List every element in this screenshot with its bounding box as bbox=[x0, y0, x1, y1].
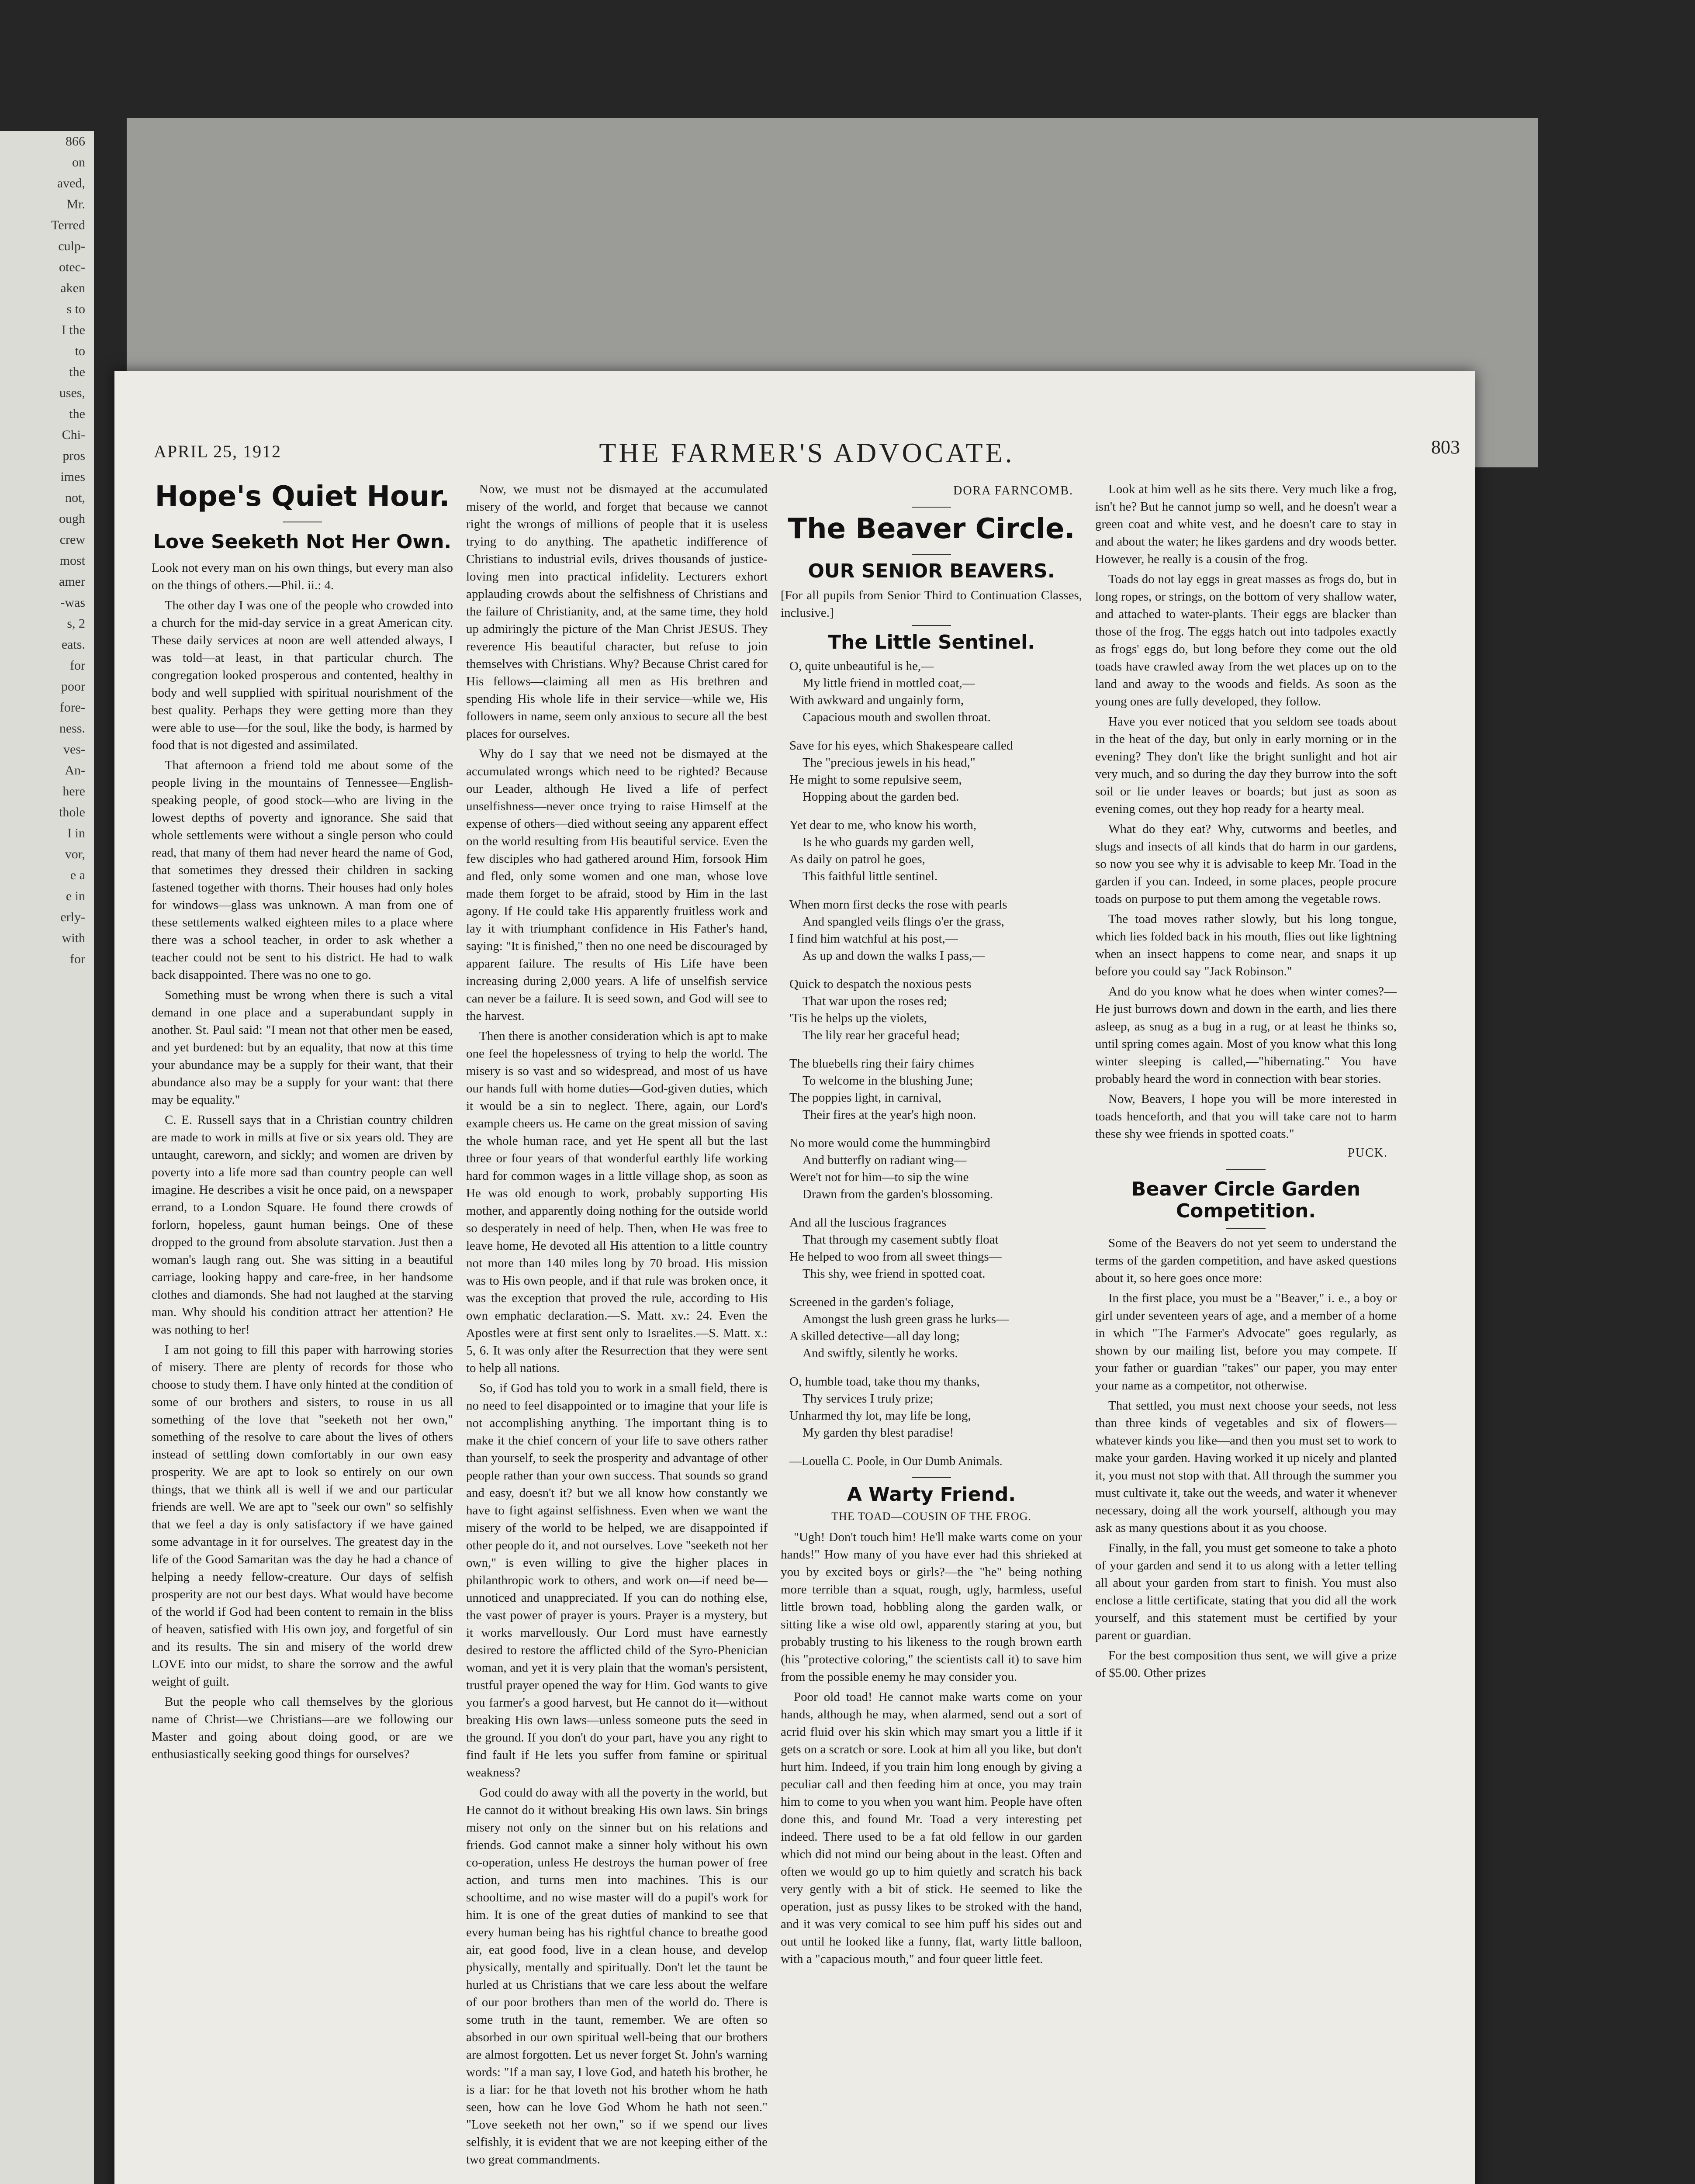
warty-paragraph: Now, Beavers, I hope you will be more interested in toads henceforth, and that you will take care not to harm these shy wee friends in spotted coats." bbox=[1095, 1092, 1397, 1141]
facing-page-line: An- bbox=[65, 763, 85, 778]
facing-page-line: pros bbox=[62, 449, 85, 463]
poem-line: No more would come the hummingbird bbox=[789, 1136, 990, 1150]
facing-page-line: e in bbox=[66, 889, 85, 903]
stanza-gap bbox=[781, 1282, 1082, 1294]
poem-line: To welcome in the blushing June; bbox=[803, 1074, 973, 1088]
facing-page-line: amer bbox=[59, 574, 85, 589]
facing-page-line: most bbox=[59, 553, 85, 568]
poem-line: O, humble toad, take thou my thanks, bbox=[789, 1375, 980, 1389]
poem-attribution: —Louella C. Poole, in Our Dumb Animals. bbox=[789, 1455, 1003, 1468]
poem-line: Their fires at the year's high noon. bbox=[803, 1108, 976, 1122]
poem-line: Is he who guards my garden well, bbox=[803, 835, 974, 849]
facing-page-line: Mr. bbox=[66, 197, 85, 211]
facing-page-line: ves- bbox=[63, 742, 85, 757]
poem-line: My little friend in mottled coat,— bbox=[803, 676, 975, 690]
senior-beavers-title: OUR SENIOR BEAVERS. bbox=[808, 560, 1055, 582]
hope-paragraph: Then there is another consideration which is apt to make one feel the hopelessness of trying to help the world. The misery is so vast and so widespread, and most of us have our hands full with home duties—God-given duties, which it would be a sin to neglect. There, again, our Lord's example cheers us. He came on the great mission of saving the whole human race, and yet He spent all but the last three or four years of that wonderful earthly life working hard for common wages in a little village shop, as soon as He was old enough to work, probably supporting His mother, and apparently doing nothing for the outside world so desperately in need of help. Then, when He was free to leave home, He devoted all His attention to a little country not more than 140 miles long by 70 broad. His mission was to His own people, and if that rule was broken once, it was the exception that proved the rule, according to His own emphatic declaration.—S. Matt. xv.: 24. Even the Apostles were at first sent only to Israelites.—S. Matt. x.: 5, 6. It was only after the Resurrection that they were sent to help all nations. bbox=[466, 1029, 768, 1375]
poem-line: Yet dear to me, who know his worth, bbox=[789, 818, 976, 832]
facing-page-line: ness. bbox=[59, 721, 85, 736]
hope-paragraph: God could do away with all the poverty in the world, but He cannot do it without breaking His own laws. Sin brings misery not only on the sinner but on his relations and friends. God cannot make a sinner holy without his own co-operation, unless He destroys the human power of free action, and turns men into machines. This is our schooltime, and no wise master will do a pupil's work for him. It is one of the great duties of mankind to see that every human being has his rightful chance to breathe good air, eat good food, live in a clean house, and develop physically, mentally and spiritually. Don't let the taunt be hurled at us Christians that we care less about the welfare of our poor brothers than men of the world do. There is some truth in the taunt, remember. We are often so absorbed in our own spiritual well-being that our brothers are almost forgotten. Let us never forget St. John's warning words: "If a man say, I love God, and hateth his brother, he is a liar: for he that loveth not his brother whom he hath seen, how can he love God Whom he hath not seen." "Love seeketh not her own," so if we spend our lives selfishly, it is evident that we are not keeping either of the two great commandments. bbox=[466, 1786, 768, 2167]
poem-line: Amongst the lush green grass he lurks— bbox=[803, 1312, 1009, 1326]
facing-page-line: 866 bbox=[66, 134, 85, 149]
stanza-gap bbox=[781, 885, 1082, 896]
hope-signature: DORA FARNCOMB. bbox=[953, 484, 1073, 498]
poem-line: My garden thy blest paradise! bbox=[803, 1426, 954, 1440]
facing-page-line: on bbox=[72, 155, 85, 169]
facing-page-line: with bbox=[62, 931, 85, 945]
facing-page-line: otec- bbox=[59, 260, 85, 274]
poem-line: He might to some repulsive seem, bbox=[789, 773, 962, 787]
poem-line: The lily rear her graceful head; bbox=[803, 1028, 960, 1042]
poem-line: Quick to despatch the noxious pests bbox=[789, 977, 972, 991]
poem-line: Unharmed thy lot, may life be long, bbox=[789, 1409, 971, 1423]
poem-line: O, quite unbeautiful is he,— bbox=[789, 659, 934, 673]
warty-paragraph: "Ugh! Don't touch him! He'll make warts come on your hands!" How many of you have ever had this shrieked at you by excited boys or girls?—the "he" being nothing more terrible than a squat, rough, ugly, harmless, useful little brown toad, hobbling along the garden walk, or sitting like a wise old owl, apparently staring at you, but probably trusting to his likeness to the rough brown earth (his "protective coloring," the scientists call it) to save him from the possible enemy he may consider you. bbox=[781, 1530, 1082, 1684]
warty-friend-subtitle: THE TOAD—COUSIN OF THE FROG. bbox=[831, 1510, 1031, 1523]
poem-line: As up and down the walks I pass,— bbox=[803, 949, 985, 963]
masthead bbox=[154, 436, 1460, 472]
facing-page-line: the bbox=[69, 365, 85, 379]
warty-paragraph: Poor old toad! He cannot make warts come on your hands, although he may, when alarmed, send out a sort of acrid fluid over his skin which may smart you a little if it gets on a scratch or sore. Look at him all you like, but don't hurt him. Indeed, if you train him long enough by giving a peculiar call and then feeding him at once, you may train him to come to you when you want him. People have often done this, and found Mr. Toad a very interesting pet indeed. There used to be a fat old fellow in our garden which did not mind our being about in the least. Often and often we would go up to him quietly and scratch his back very gently with a bit of stick. He seemed to like the operation, just as pussy likes to be stroked with the hand, and it was very comical to see him puff his sides out and out until he looked like a funny, flat, warty little balloon, with a "capacious mouth," and four queer little feet. bbox=[781, 1690, 1082, 1966]
warty-paragraph: Toads do not lay eggs in great masses as frogs do, but in long ropes, or strings, on the bottom of very shallow water, and attached to water-plants. Their eggs are blacker than those of the frog. The eggs hatch out into tadpoles exactly as frogs' eggs do, but long before they come out the old toads have crawled away from the wet places up on to the land and away to the woods and fields. As soon as the young ones are fully developed, they follow. bbox=[1095, 572, 1397, 708]
facing-page-line: here bbox=[62, 784, 85, 798]
issue-date: APRIL 25, 1912 bbox=[154, 442, 282, 461]
warty-paragraph: Have you ever noticed that you seldom see toads about in the heat of the day, but only in early morning or in the evening? They don't like the bright sunlight and hot air very much, and so during the day they burrow into the soft soil or lie under leaves or boards; but just as soon as evening comes, out they hop ready for a hearty meal. bbox=[1095, 715, 1397, 816]
hope-paragraph: That afternoon a friend told me about some of the people living in the mountains of Tennessee—English-speaking people, of good stock—who are living in the lowest depths of poverty and ignorance. She said that whole settlements were without a single person who could read, that many of them had never heard the name of God, that sometimes they dressed their children in sacking fastened together with thorns. Their houses had only holes for windows—glass was unknown. A man from one of these settlements walked eighteen miles to a place where there was a school teacher, in order to ask whether a teacher could not be sent to his district. He had to walk back disappointed. There was no one to go. bbox=[152, 758, 453, 982]
stanza-gap bbox=[781, 1044, 1082, 1055]
hope-paragraph: The other day I was one of the people who crowded into a church for the mid-day service in a great American city. These daily services at noon are well attended always, I was told—at least, in that particular church. The congregation looked prosperous and contented, healthy in body and well supplied with spiritual nourishment of the best quality. Perhaps they were getting more than they were able to use—for the soul, like the body, is harmed by food that is not digested and assimilated. bbox=[152, 598, 453, 752]
stanza-gap bbox=[781, 1203, 1082, 1214]
poem-line: Screened in the garden's foliage, bbox=[789, 1295, 954, 1309]
facing-page-line: imes bbox=[60, 470, 85, 484]
hope-paragraph: Now, we must not be dismayed at the accumulated misery of the world, and forget that because we cannot right the wrongs of millions of people that it is useless trying to do anything. The apathetic indifference of Christians to industrial evils, drives thousands of justice-loving men into practical infidelity. Lecturers exhort applauding crowds about the selfishness of Christians and the failure of Christianity, and, at the same time, they hold up admiringly the picture of the Man Christ JESUS. They reverence His beautiful character, but refuse to join themselves with Christians. Why? Because Christ cared for His fellows—claiming all men as His brethren and spending His whole life in their service—while we, His followers in name, seem only anxious to secure all the best places for ourselves. bbox=[466, 482, 768, 741]
hope-paragraph: So, if God has told you to work in a small field, there is no need to feel disappointed or to imagine that your life is not accomplishing anything. The important thing is to make it the chief concern of your life to save others rather than yourself, to seek the prosperity and advantage of other people rather than your own success. That sounds so grand and easy, doesn't it? but we all know how constantly we have to fight against selfishness. Even when we want the misery of the world to be helped, we are disappointed if other people do it, and not ourselves. Love "seeketh not her own," is even willing to give the higher places in philanthropic work to others, and work on—if need be—unnoticed and unappreciated. If you can do nothing else, the vast power of prayer is yours. Prayer is a mystery, but it works marvellously. Our Lord must have earnestly desired to restore the afflicted child of the Syro-Phenician woman, and yet it is very plain that the woman's persistent, trustful prayer opened the way for Him. God wants to give you farmer's a good harvest, but He cannot do it—without breaking His own laws—unless someone puts the seed in the ground. If you don't do your part, have you any right to find fault if He lets you suffer from famine or spiritual weakness? bbox=[466, 1381, 768, 1780]
page-number: 803 bbox=[1431, 436, 1460, 458]
facing-page-line: thole bbox=[59, 805, 85, 819]
poem-line: The poppies light, in carnival, bbox=[789, 1091, 941, 1105]
stanza-gap bbox=[781, 964, 1082, 976]
poem-line: Save for his eyes, which Shakespeare called bbox=[789, 739, 1013, 753]
stanza-gap bbox=[781, 805, 1082, 817]
poem-line: Drawn from the garden's blossoming. bbox=[803, 1187, 993, 1201]
stanza-gap bbox=[781, 1441, 1082, 1453]
poem-line: With awkward and ungainly form, bbox=[789, 693, 964, 707]
column-3 bbox=[781, 480, 1082, 1970]
stanza-gap bbox=[781, 1123, 1082, 1135]
poem-line: When morn first decks the rose with pearls bbox=[789, 898, 1007, 912]
poem-line: This shy, wee friend in spotted coat. bbox=[803, 1267, 986, 1281]
garden-competition-title: Beaver Circle Garden Competition. bbox=[1131, 1178, 1361, 1222]
poem-line: This faithful little sentinel. bbox=[803, 869, 938, 883]
garden-paragraph: Some of the Beavers do not yet seem to understand the terms of the garden competition, and have asked questions about it, so here goes once more: bbox=[1095, 1236, 1397, 1285]
newspaper-page bbox=[114, 371, 1475, 2184]
facing-page-line: the bbox=[69, 407, 85, 421]
facing-page-line: not, bbox=[65, 491, 85, 505]
poem-line: And spangled veils flings o'er the grass, bbox=[803, 915, 1004, 929]
poem-line: That through my casement subtly float bbox=[803, 1233, 999, 1247]
poem-line: And swiftly, silently he works. bbox=[803, 1346, 958, 1360]
poem-title: The Little Sentinel. bbox=[828, 631, 1035, 653]
facing-page-line: Terred bbox=[51, 218, 85, 232]
section-rule bbox=[912, 507, 951, 508]
poem-line: And butterfly on radiant wing— bbox=[803, 1153, 967, 1167]
hope-paragraph: But the people who call themselves by the glorious name of Christ—we Christians—are we following our Master and going about doing good, or are we enthusiastically seeking good things for ourselves? bbox=[152, 1695, 453, 1761]
poem-line: I find him watchful at his post,— bbox=[789, 932, 958, 946]
poem-line: The bluebells ring their fairy chimes bbox=[789, 1057, 974, 1071]
hope-paragraph: C. E. Russell says that in a Christian country children are made to work in mills at five or six years old. They are untaught, careworn, and sickly; and women are driven by poverty into a life more sad than country people can well imagine. He describes a visit he once paid, on a newspaper errand, to a London Square. He found there crowds of forlorn, hopeless, gaunt human beings. One of these dropped to the ground from absolute starvation. Just then a woman's laugh rang out. She was sitting in a beautiful carriage, looking happy and care-free, in her handsome clothes and diamonds. She had not laughed at the starving man. Why should his condition attract her attention? He was nothing to her! bbox=[152, 1113, 453, 1337]
facing-page-line: aved, bbox=[57, 176, 85, 190]
poem-line: A skilled detective—all day long; bbox=[789, 1329, 960, 1343]
facing-page-line: s to bbox=[66, 302, 85, 316]
hope-paragraph: Something must be wrong when there is such a vital demand in one place and a superabundant supply in another. St. Paul said: "I mean not that other men be eased, and yet burdened: but by an equality, that now at this time your abundance may be a supply for their want, that their abundance also may be a supply for your want: that there may be equality." bbox=[152, 988, 453, 1107]
paper-title: THE FARMER'S ADVOCATE. bbox=[599, 437, 1015, 468]
section-rule bbox=[912, 554, 951, 555]
facing-page-line: e a bbox=[70, 868, 85, 882]
poem-line: 'Tis he helps up the violets, bbox=[789, 1011, 927, 1025]
warty-paragraph: What do they eat? Why, cutworms and beetles, and slugs and insects of all kinds that do harm in our gardens, so now you see why it is advisable to keep Mr. Toad in the garden if you can. Indeed, in some places, people procure toads on purpose to put them among the vegetable rows. bbox=[1095, 822, 1397, 906]
poem-line: The "precious jewels in his head," bbox=[803, 756, 975, 770]
hope-subtitle: Love Seeketh Not Her Own. bbox=[153, 531, 452, 553]
facing-page-line: culp- bbox=[58, 239, 85, 253]
warty-signature: PUCK. bbox=[1348, 1146, 1388, 1160]
garden-paragraph: That settled, you must next choose your seeds, not less than three kinds of vegetables and six of flowers—whatever kinds you like—and then you must set to work to make your garden. Having worked it up nicely and planted it, you must not stop with that. All through the summer you must cultivate it, take out the weeds, and water it whenever necessary, doing all the work yourself, although you may ask as many questions about it as you choose. bbox=[1095, 1399, 1397, 1535]
senior-beavers-note: [For all pupils from Senior Third to Continuation Classes, inclusive.] bbox=[781, 588, 1082, 620]
facing-page-line: Chi- bbox=[62, 428, 85, 442]
facing-page-line: -was bbox=[60, 595, 85, 610]
poem-line: Were't not for him—to sip the wine bbox=[789, 1170, 969, 1184]
facing-page-line: for bbox=[70, 658, 85, 673]
hope-epigraph: Look not every man on his own things, but every man also on the things of others.—Phil. ii.: 4. bbox=[152, 561, 453, 592]
column-2 bbox=[466, 480, 768, 2171]
facing-page-line: aken bbox=[60, 281, 85, 295]
section-rule bbox=[912, 625, 951, 626]
facing-page-edge bbox=[0, 131, 94, 2184]
poem-line: Capacious mouth and swollen throat. bbox=[803, 710, 991, 724]
section-rule bbox=[912, 1477, 951, 1478]
facing-page-line: I in bbox=[67, 826, 85, 840]
facing-page-line: s, 2 bbox=[67, 616, 85, 631]
hope-paragraph: Why do I say that we need not be dismayed at the accumulated wrongs which need to be righted? Because our Leader, although He lived a life of perfect unselfishness—never once trying to raise Himself at the expense of others—died without seeing any apparent effect on the world resulting from His beautiful service. Even the few disciples who had gathered around Him, forsook Him and fled, only some women and one man, whose love made them forget to be afraid, stood by Him in the last agony. If He could take His apparently fruitless work and lay it with triumphant confidence in His Father's hand, saying: "It is finished," then no one need be discouraged by apparent failure. The results of His Life have been increasing during 2,000 years. A life of unselfish service can never be a failure. It is seed sown, and God will see to the harvest. bbox=[466, 747, 768, 1023]
facing-page-line: ough bbox=[59, 511, 85, 526]
hope-paragraph: I am not going to fill this paper with harrowing stories of misery. There are plenty of records for those who choose to study them. I have only hinted at the condition of some of our brothers and sisters, to rouse in us all something of the love that "seeketh not her own," something of the resolve to care about the lives of others instead of settling down comfortably in our own easy prosperity. We are apt to look so entirely on our own things, that we think all is well if we and our particular friends are well. We are apt to "seek our own" so selfishly that we feel a day is only satisfactory if we have gained some advantage in it for ourselves. The greatest day in the life of the Good Samaritan was the day he had a chance of helping a needy fellow-creature. Our days of selfish prosperity are not our best days. What would have become of the world if God had been content to remain in the bliss of heaven, satisfied with His own joy, and forgetful of sin and its results. The sin and misery of the world drew LOVE into our midst, to share the sorrow and the awful weight of guilt. bbox=[152, 1343, 453, 1689]
facing-page-line: I the bbox=[61, 323, 85, 337]
stanza-gap bbox=[781, 726, 1082, 737]
facing-page-line: fore- bbox=[59, 700, 85, 715]
facing-page-line: crew bbox=[59, 532, 85, 547]
facing-page-line: erly- bbox=[60, 910, 85, 924]
facing-page-line: uses, bbox=[59, 386, 85, 400]
poem-line: He helped to woo from all sweet things— bbox=[789, 1250, 1002, 1264]
facing-page-line: poor bbox=[61, 679, 85, 694]
poem-line: Hopping about the garden bed. bbox=[803, 790, 959, 804]
warty-paragraph: Look at him well as he sits there. Very much like a frog, isn't he? But he cannot jump so well, and he doesn't wear a green coat and white vest, and he doesn't care to stay in and about the water; he likes gardens and dry woods better. However, he really is a cousin of the frog. bbox=[1095, 482, 1397, 566]
section-rule bbox=[1226, 1228, 1266, 1229]
column-1 bbox=[152, 480, 453, 1766]
column-4 bbox=[1095, 480, 1397, 1684]
garden-paragraph: For the best composition thus sent, we will give a prize of $5.00. Other prizes bbox=[1095, 1648, 1397, 1680]
warty-paragraph: And do you know what he does when winter comes?—He just burrows down and down in the earth, and lies there asleep, as snug as a bug in a rug, or at least he thinks so, until spring comes again. Most of you know what this long winter sleeping is called,—"hibernating." You have probably heard the word in connection with bear stories. bbox=[1095, 985, 1397, 1086]
poem-line: And all the luscious fragrances bbox=[789, 1216, 947, 1230]
facing-page-line: to bbox=[75, 344, 85, 358]
facing-page-line: for bbox=[70, 952, 85, 966]
facing-page-line: eats. bbox=[61, 637, 85, 652]
warty-friend-title: A Warty Friend. bbox=[847, 1483, 1016, 1506]
garden-paragraph: Finally, in the fall, you must get someone to take a photo of your garden and send it to us along with a letter telling all about your garden from start to finish. You must also enclose a little certificate, stating that you did all the work yourself, and this statement must be certified by your parent or guardian. bbox=[1095, 1541, 1397, 1642]
warty-paragraph: The toad moves rather slowly, but his long tongue, which lies folded back in his mouth, flies out like lightning when an insect happens to come near, and snaps it up before you could say "Jack Robinson." bbox=[1095, 912, 1397, 978]
poem-line: As daily on patrol he goes, bbox=[789, 852, 925, 866]
hope-title: Hope's Quiet Hour. bbox=[155, 480, 450, 513]
facing-page-line: vor, bbox=[65, 847, 85, 861]
poem-line: Thy services I truly prize; bbox=[803, 1392, 934, 1406]
garden-paragraph: In the first place, you must be a "Beaver," i. e., a boy or girl under seventeen years of age, and a member of a home in which "The Farmer's Advocate" goes regularly, as shown by our mailing list, before you may compete. If your father or guardian "takes" our paper, you may enter your name as a competitor, not otherwise. bbox=[1095, 1291, 1397, 1393]
stanza-gap bbox=[781, 1362, 1082, 1373]
beaver-circle-title: The Beaver Circle. bbox=[788, 513, 1075, 545]
section-rule bbox=[1226, 1169, 1266, 1170]
poem-line: That war upon the roses red; bbox=[803, 994, 947, 1008]
